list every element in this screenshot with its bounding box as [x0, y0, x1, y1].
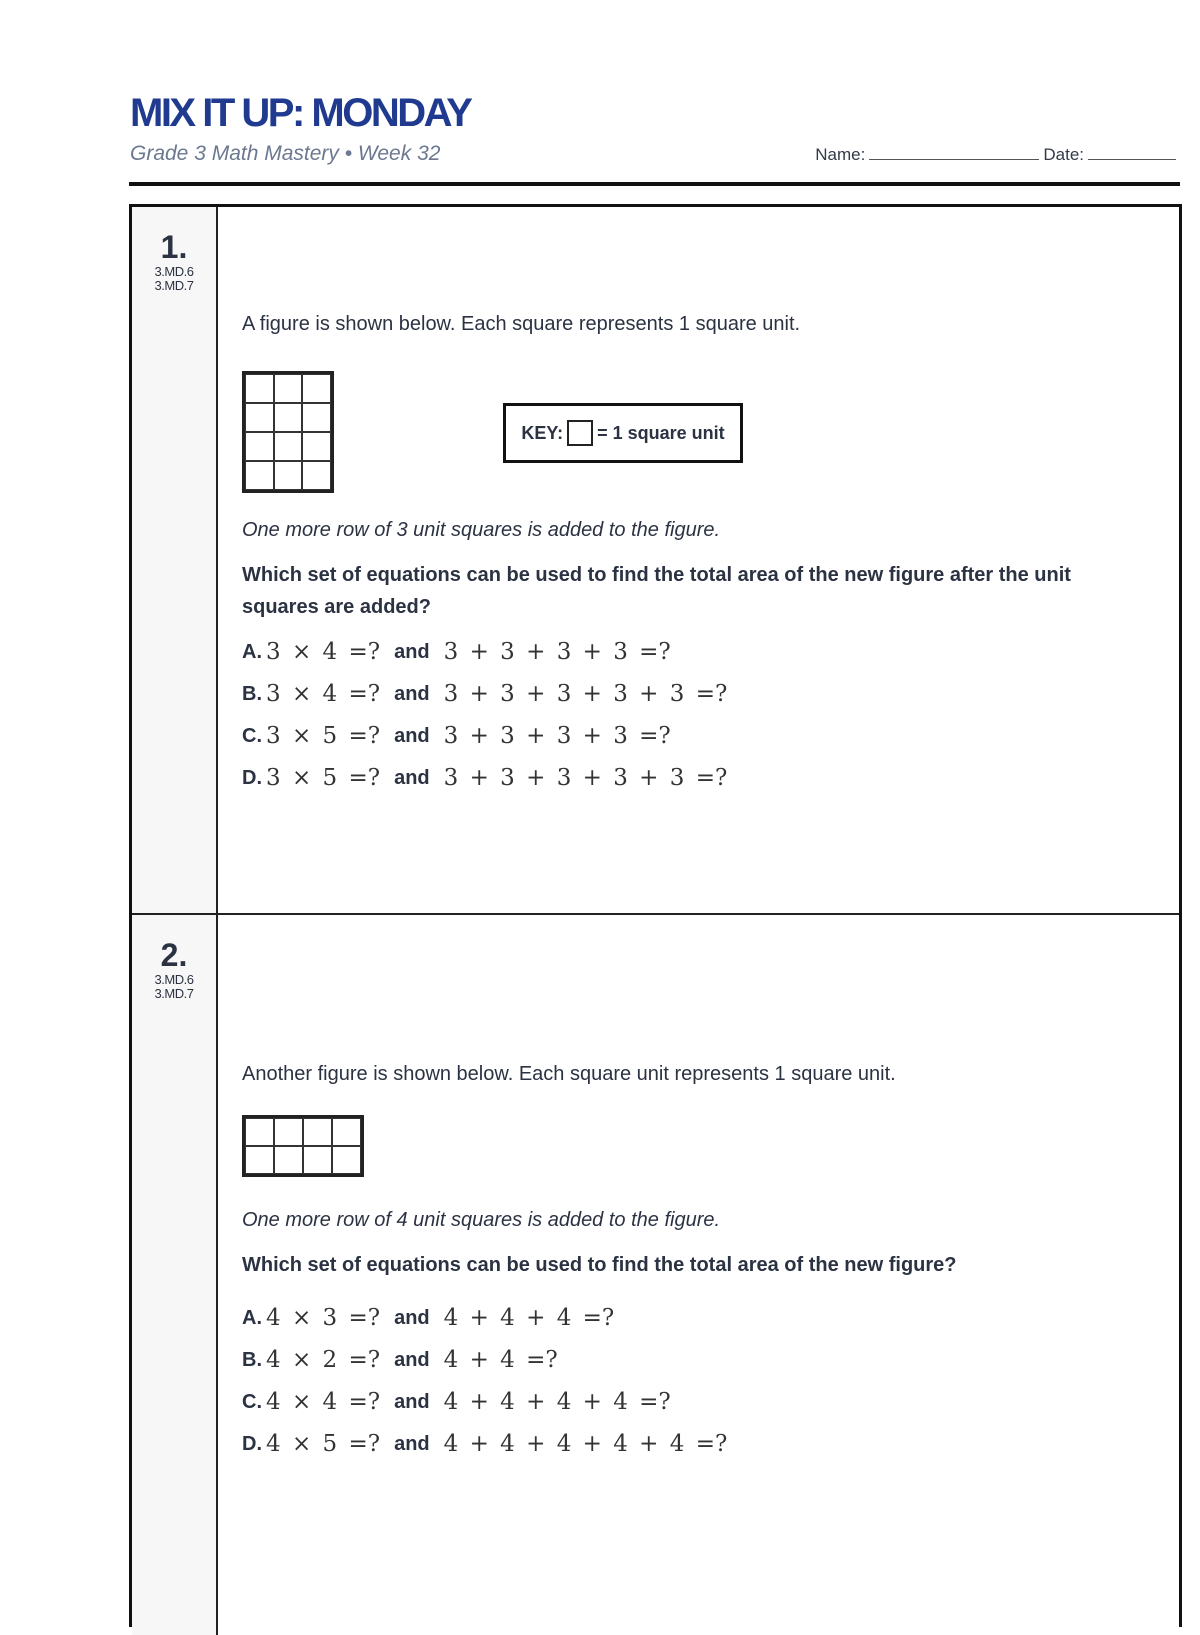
page-title: MIX IT UP: MONDAY — [130, 91, 471, 135]
standard-code: 3.MD.7 — [154, 278, 194, 293]
question-body — [218, 207, 1179, 913]
question-1 — [132, 207, 1179, 915]
worksheet-header — [130, 90, 1180, 166]
answer-option-a[interactable]: A. 4 × 3 =? and 4 + 4 + 4 =? — [242, 1305, 615, 1331]
answer-option-a[interactable]: A. 3 × 4 =? and 3 + 3 + 3 + 3 =? — [242, 639, 671, 665]
answer-options — [242, 631, 727, 799]
standard-code: 3.MD.7 — [154, 986, 194, 1001]
answer-option-c[interactable]: C. 4 × 4 =? and 4 + 4 + 4 + 4 =? — [242, 1389, 671, 1415]
standard-code: 3.MD.6 — [154, 972, 194, 987]
area-figure-3x4 — [242, 371, 334, 493]
question-body — [218, 915, 1179, 1635]
question-statement: One more row of 4 unit squares is added to the figure. — [242, 1209, 721, 1231]
date-label: Date: — [1043, 145, 1084, 164]
date-blank[interactable] — [1088, 158, 1176, 160]
page-subtitle: Grade 3 Math Mastery • Week 32 — [130, 142, 441, 165]
question-number-column — [132, 207, 218, 913]
question-prompt: A figure is shown below. Each square represents 1 square unit. — [242, 313, 801, 335]
unit-square-icon — [567, 420, 593, 446]
question-text: Which set of equations can be used to find the total area of the new figure after the unit squares are added? — [242, 564, 1071, 618]
header-divider — [129, 182, 1180, 186]
question-text: Which set of equations can be used to find the total area of the new figure? — [242, 1254, 957, 1276]
answer-option-b[interactable]: B. 4 × 2 =? and 4 + 4 =? — [242, 1347, 558, 1373]
answer-options — [242, 1297, 727, 1465]
answer-option-d[interactable]: D. 4 × 5 =? and 4 + 4 + 4 + 4 + 4 =? — [242, 1431, 728, 1457]
question-number: 1. — [160, 229, 188, 265]
area-figure-4x2 — [242, 1115, 364, 1177]
name-blank[interactable] — [869, 158, 1039, 160]
question-statement: One more row of 3 unit squares is added to the figure. — [242, 519, 721, 541]
question-prompt: Another figure is shown below. Each square unit represents 1 square unit. — [242, 1063, 896, 1085]
answer-option-c[interactable]: C. 3 × 5 =? and 3 + 3 + 3 + 3 =? — [242, 723, 671, 749]
key-label: KEY: — [521, 422, 564, 443]
answer-option-b[interactable]: B. 3 × 4 =? and 3 + 3 + 3 + 3 + 3 =? — [242, 681, 728, 707]
name-label: Name: — [815, 145, 866, 164]
answer-option-d[interactable]: D. 3 × 5 =? and 3 + 3 + 3 + 3 + 3 =? — [242, 765, 728, 791]
question-number-column — [132, 915, 218, 1635]
standard-code: 3.MD.6 — [154, 264, 194, 279]
key-text: = 1 square unit — [597, 422, 725, 443]
question-2 — [132, 915, 1179, 1635]
question-number: 2. — [160, 937, 188, 973]
name-date-fields — [815, 145, 1180, 165]
unit-key — [503, 403, 743, 463]
question-table — [129, 204, 1182, 1627]
